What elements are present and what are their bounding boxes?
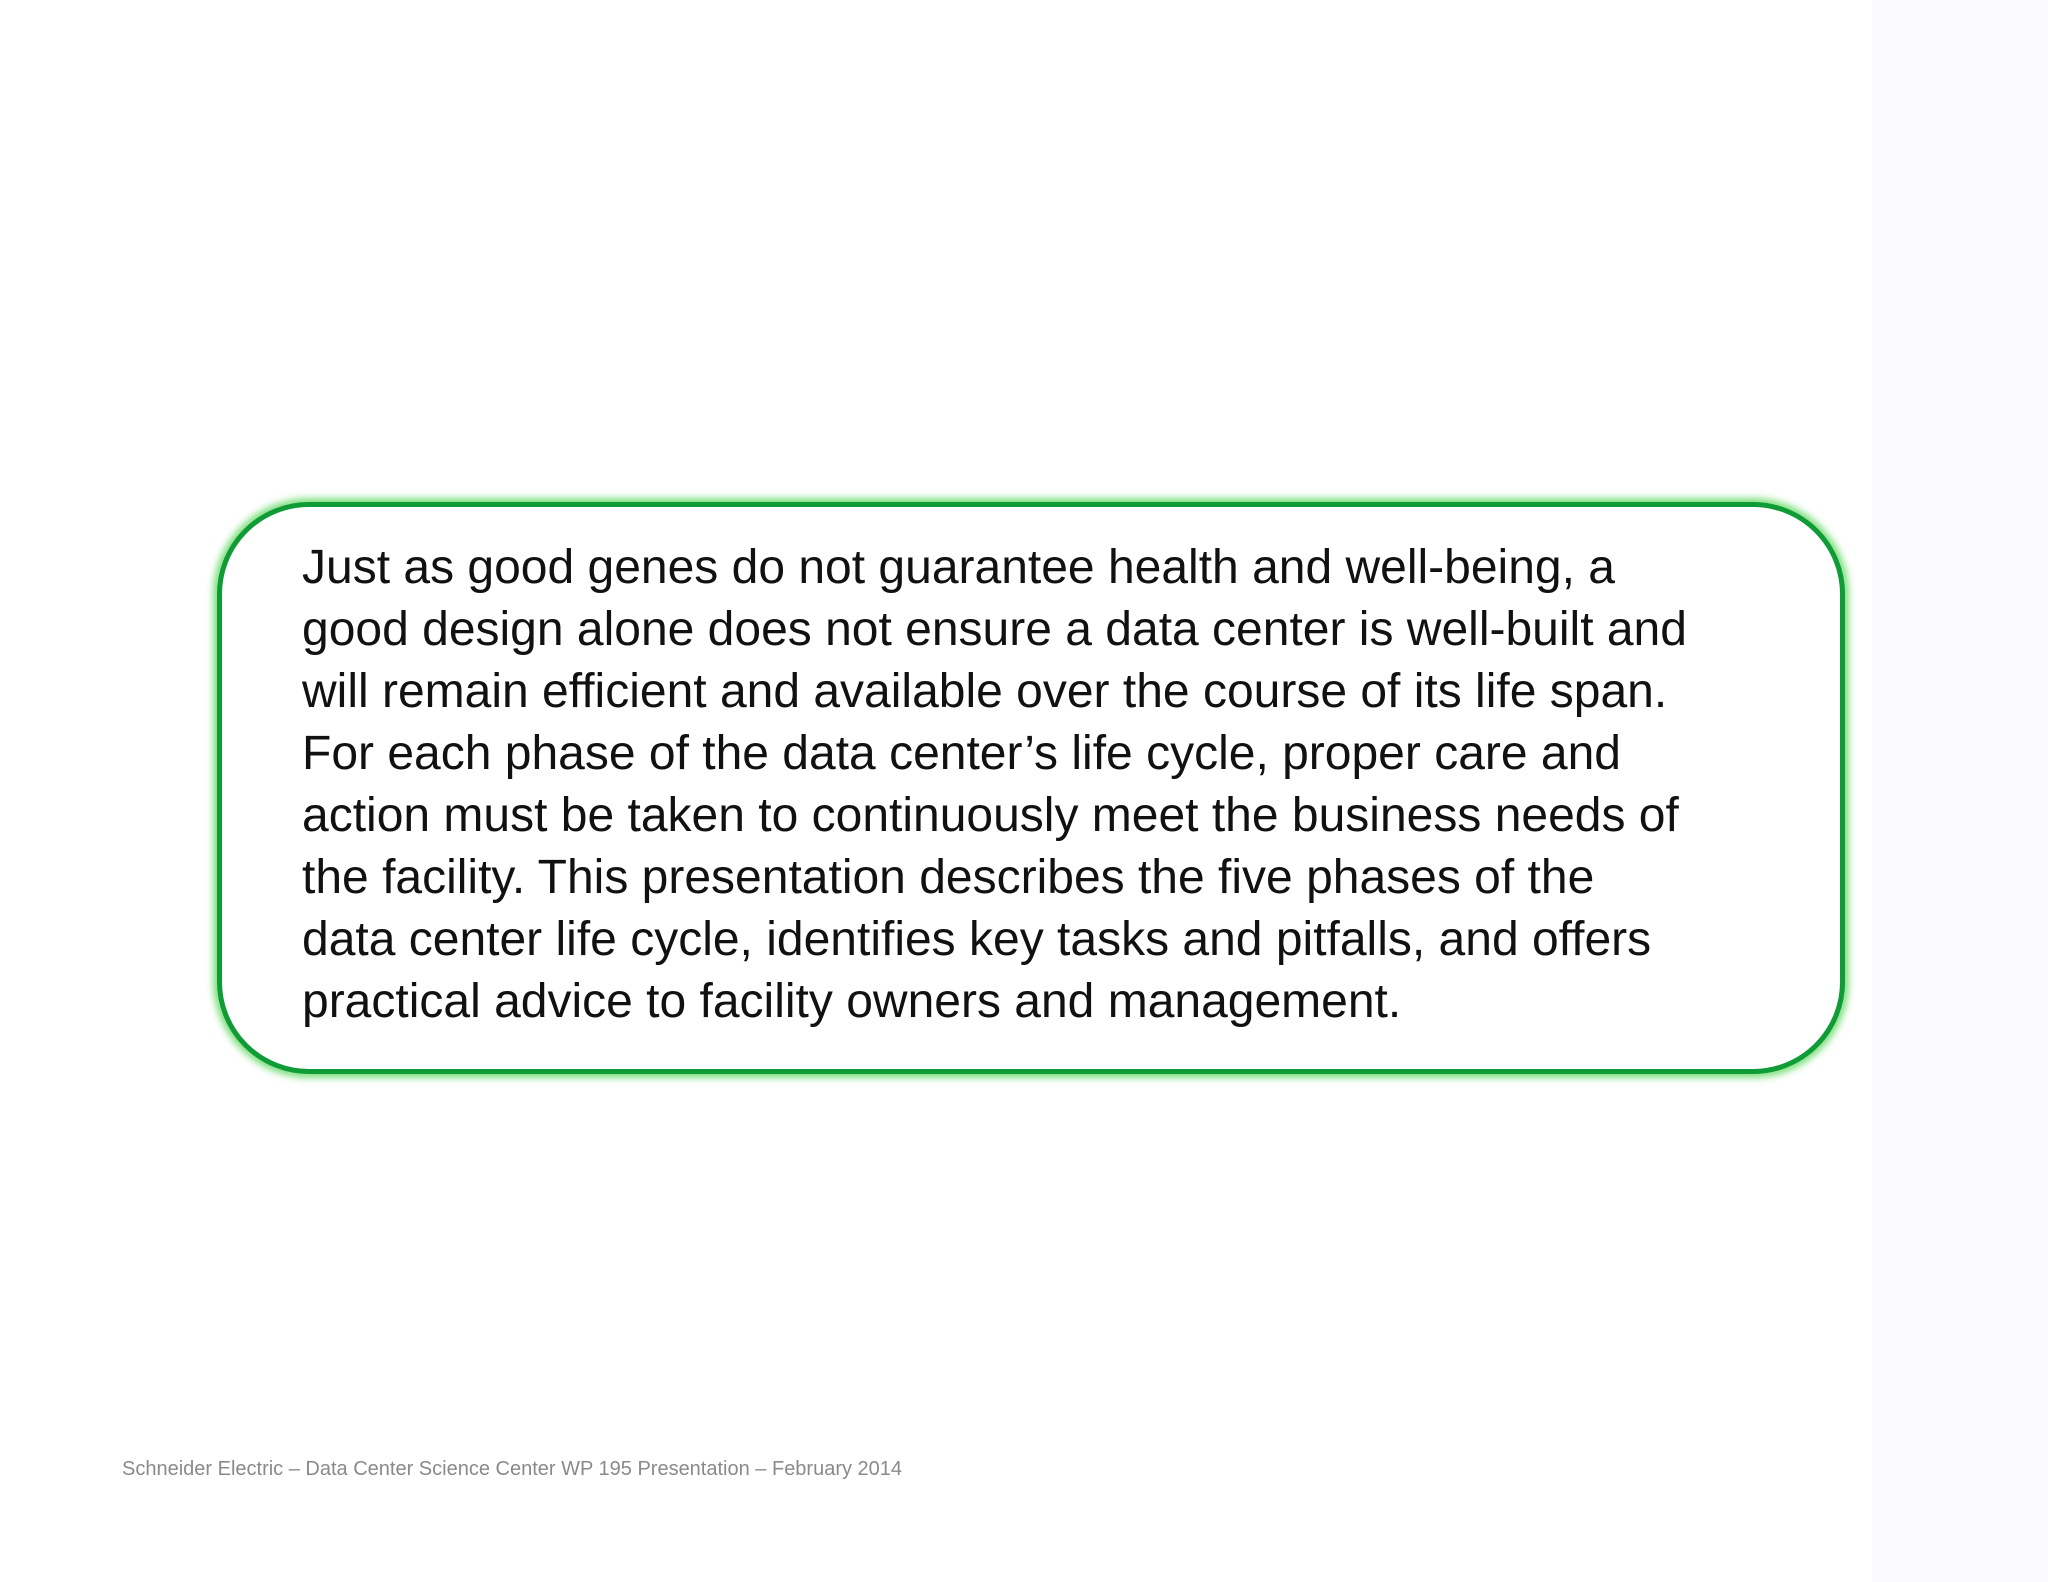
slide-edge-strip <box>1872 0 2048 1582</box>
slide-footer: Schneider Electric – Data Center Science Center WP 195 Presentation – February 2014 <box>122 1458 903 1480</box>
callout-body-text: Just as good genes do not guarantee health and well-being, a good design alone does not ensure a data center is well-built and will remain efficient and available over the course of its life span. For each phase of the data center’s life cycle, proper care and action must be taken to continuously meet the business needs of the facility. This presentation describes the five phases of the data center life cycle, identifies key tasks and pitfalls, and offers practical advice to facility owners and management. <box>302 541 1687 1028</box>
